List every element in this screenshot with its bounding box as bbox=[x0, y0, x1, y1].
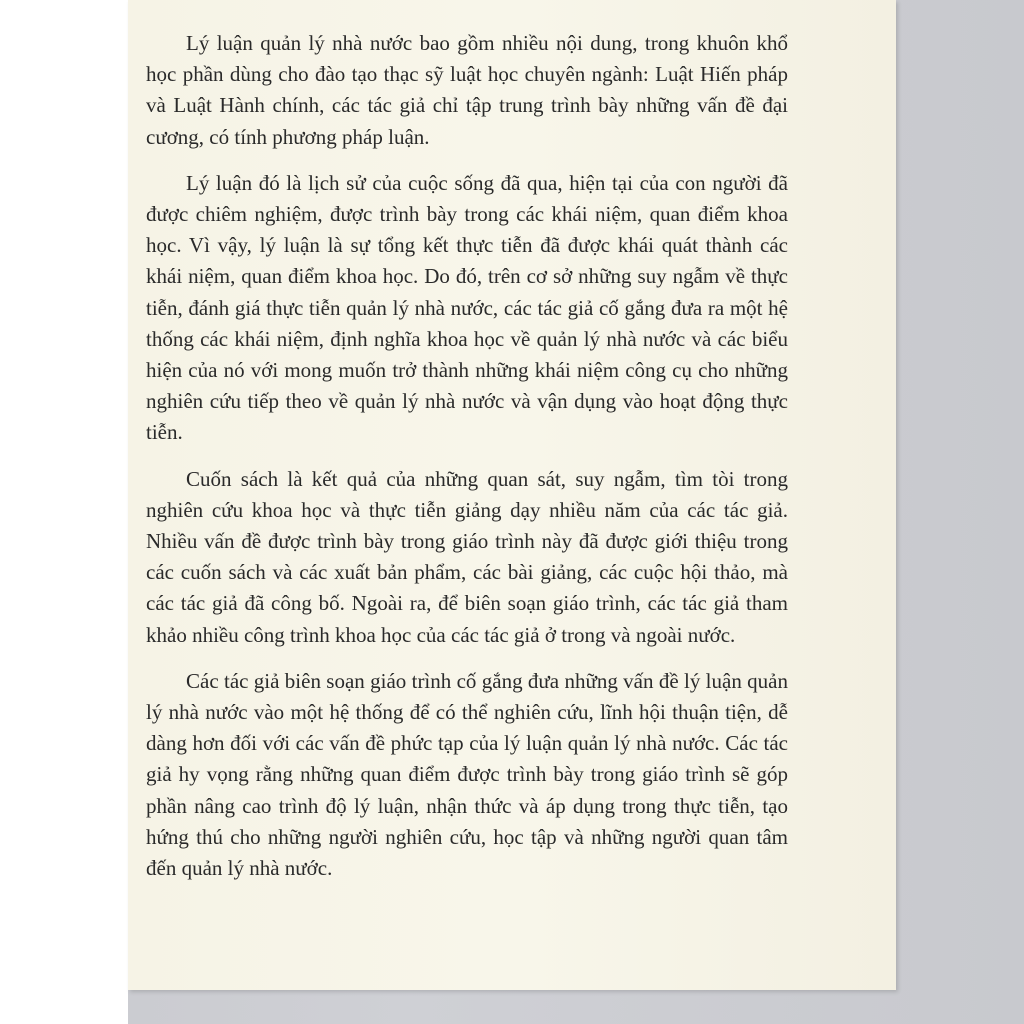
paragraph-4: Các tác giả biên soạn giáo trình cố gắng đưa những vấn đề lý luận quản lý nhà nước vào một hệ thống để có thể nghiên cứu, lĩnh hội thuận tiện, dễ dàng hơn đối với các vấn đề phức tạp của lý luận quản lý nhà nước. Các tác giả hy vọng rằng những quan điểm được trình bày trong giáo trình sẽ góp phần nâng cao trình độ lý luận, nhận thức và áp dụng trong thực tiễn, tạo hứng thú cho những người nghiên cứu, học tập và những người quan tâm đến quản lý nhà nước. bbox=[146, 668, 788, 881]
paragraph-1: Lý luận quản lý nhà nước bao gồm nhiều nội dung, trong khuôn khổ học phần dùng cho đào tạo thạc sỹ luật học chuyên ngành: Luật Hiến pháp và Luật Hành chính, các tác giả chỉ tập trung trình bày những vấn đề đại cương, có tính phương pháp luận. bbox=[146, 31, 788, 149]
book-page bbox=[128, 0, 896, 990]
paragraph-2: Lý luận đó là lịch sử của cuộc sống đã qua, hiện tại của con người đã được chiêm nghiệm, được trình bày trong các khái niệm, quan điểm khoa học. Vì vậy, lý luận là sự tổng kết thực tiễn đã được khái quát thành các khái niệm, quan điểm khoa học. Do đó, trên cơ sở những suy ngẫm về thực tiễn, đánh giá thực tiễn quản lý nhà nước, các tác giả cố gắng đưa ra một hệ thống các khái niệm, định nghĩa khoa học về quản lý nhà nước và các biểu hiện của nó với mong muốn trở thành những khái niệm công cụ cho những nghiên cứu tiếp theo về quản lý nhà nước và vận dụng vào hoạt động thực tiễn. bbox=[146, 170, 788, 445]
body-text bbox=[146, 28, 788, 899]
paragraph-3: Cuốn sách là kết quả của những quan sát, suy ngẫm, tìm tòi trong nghiên cứu khoa học và thực tiễn giảng dạy nhiều năm của các tác giả. Nhiều vấn đề được trình bày trong giáo trình này đã được giới thiệu trong các cuốn sách và các xuất bản phẩm, các bài giảng, các cuộc hội thảo, mà các tác giả đã công bố. Ngoài ra, để biên soạn giáo trình, các tác giả tham khảo nhiều công trình khoa học của các tác giả ở trong và ngoài nước. bbox=[146, 466, 788, 647]
background-left bbox=[0, 0, 128, 1024]
